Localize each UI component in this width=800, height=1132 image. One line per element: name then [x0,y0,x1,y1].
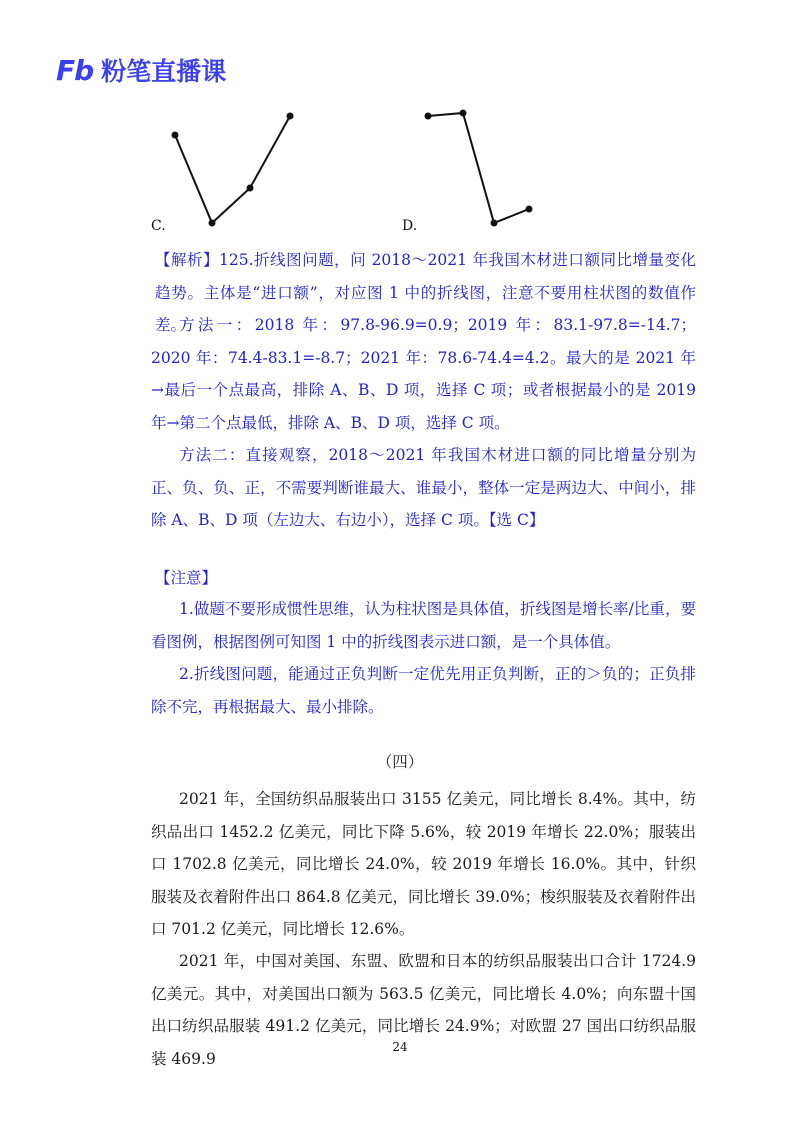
page-number: 24 [392,1040,408,1054]
line-series [175,116,290,223]
data-point [425,113,432,120]
data-point [247,185,254,192]
note-item-1: 1.做题不要形成惯性思维，认为柱状图是具体值，折线图是增长率/比重，要看图例，根据图例可知图 1 中的折线图表示进口额，是一个具体值。 [151,600,696,651]
note-item-2: 2.折线图问题，能通过正负判断一定优先用正负判断，正的＞负的；正负排除不完，再根据最大、最小排除。 [151,665,696,716]
option-c-label: C. [151,218,166,234]
section-paragraph-2: 2021 年，中国对美国、东盟、欧盟和日本的纺织品服装出口合计 1724.9 亿美元。其中，对美国出口额为 563.5 亿美元，同比增长 4.0%；向东盟十国出口纺织品服装 491.2 亿美元，同比增长 24.9%；对欧盟 27 国出口纺织品服装 469.9 [151,952,696,1068]
section-paragraph-1: 2021 年，全国纺织品服装出口 3155 亿美元，同比增长 8.4%。其中，纺织品出口 1452.2 亿美元，同比下降 5.6%，较 2019 年增长 22.0%；服装出口 1702.8 亿美元，同比增长 24.0%，较 2019 年增长 16.0%。其中，针织服装及衣着附件出口 864.8 亿美元，同比增长 39.0%；梭织服装及衣着附件出口 701.2 亿美元，同比增长 12.6%。 [151,790,696,938]
option-d-label: D. [402,218,418,234]
data-point [172,132,179,139]
option-c-line-chart [175,115,295,227]
data-point [491,220,498,227]
brand-name: 粉笔直播课 [101,57,227,86]
line-series [428,113,529,223]
analysis-paragraph-1: 【解析】125.折线图问题，问 2018～2021 年我国木材进口额同比增量变化趋势。主体是“进口额”，对应图 1 中的折线图，注意不要用柱状图的数值作差。 [155,251,696,334]
note-title: 【注意】 [155,569,218,587]
brand-mark: Fb [56,53,94,87]
analysis-paragraph-3: 方法二：直接观察，2018～2021 年我国木材进口额的同比增量分别为正、负、负、正，不需要判断谁最大、谁最小，整体一定是两边大、中间小，排除 A、B、D 项（左边大、右边小），选择 C 项。【选 C】 [151,446,696,529]
analysis-paragraph-2: 方法一：2018 年：97.8-96.9=0.9；2019 年：83.1-97.8=-14.7；2020 年：74.4-83.1=-8.7；2021 年：78.6-74.4=4.2。最大的是 2021 年→最后一个点最高，排除 A、B、D 项，选择 C 项；或者根据最小的是 2019 年→第二个点最低，排除 A、B、D 项，选择 C 项。 [151,316,696,432]
data-point [526,206,533,213]
section-title: （四） [376,753,424,771]
brand-logo [56,52,226,88]
data-point [209,220,216,227]
data-point [460,110,467,117]
data-point [287,113,294,120]
option-d-line-chart [428,112,533,224]
